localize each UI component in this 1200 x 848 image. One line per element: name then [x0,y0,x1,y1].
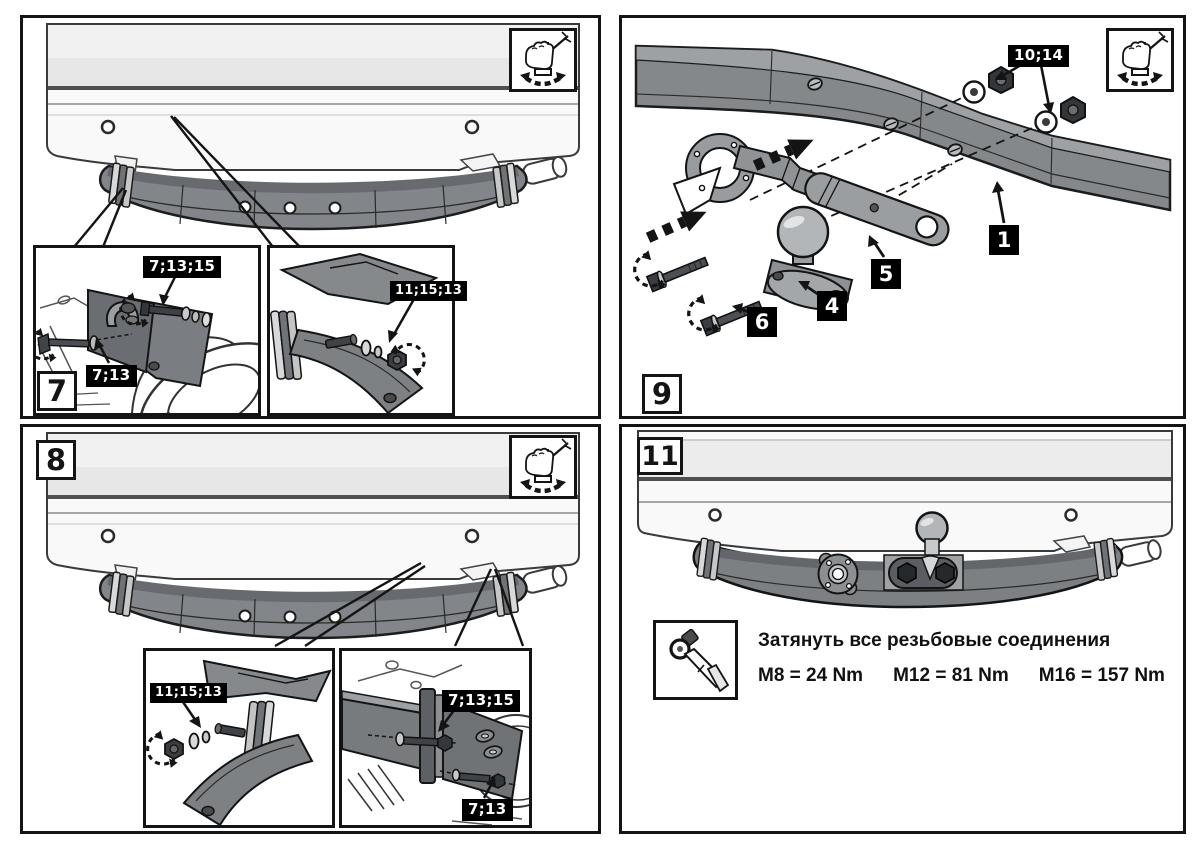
part-number-crossmember: 1 [989,225,1019,255]
panel-step-9 [619,15,1186,419]
fastener-label: 7;13 [86,365,137,387]
part-number-bolts: 6 [747,307,777,337]
fastener-label: 7;13 [462,799,513,821]
exploded-view-illustration [622,18,1183,416]
torque-m8: M8 = 24 Nm [758,665,864,686]
hand-tighten-icon [512,31,574,89]
torque-m16: M16 = 157 Nm [1038,665,1165,686]
fastener-label: 10;14 [1008,45,1069,67]
detail-inset-nut [143,648,335,828]
step-number: 11 [637,437,683,475]
torque-m12: M12 = 81 Nm [893,665,1009,686]
fastener-label: 7;13;15 [442,690,520,712]
hand-tighten-icon-box [509,28,577,92]
detail-inset-nut [267,245,455,416]
hand-tighten-icon-box [509,435,577,499]
step-number: 7 [37,371,77,411]
fastener-label: 11;15;13 [390,281,467,301]
towbar-leg-detail-illustration [146,651,332,825]
hand-tighten-icon [1109,31,1171,89]
torque-wrench-icon [656,623,735,697]
part-number-link-plate: 5 [871,259,901,289]
towbar-leg-detail-illustration [270,248,452,413]
step-number: 8 [36,440,76,480]
hand-tighten-icon [512,438,574,496]
part-number-ball-mount: 4 [817,291,847,321]
torque-wrench-icon-box [653,620,738,700]
tighten-note-title: Затянуть все резьбовые соединения [758,630,1111,651]
panel-step-7 [20,15,601,419]
torque-values [758,665,1165,687]
fastener-label: 7;13;15 [143,256,221,278]
hand-tighten-icon-box [1106,28,1174,92]
panel-step-8 [20,424,601,834]
fastener-label: 11;15;13 [150,683,227,703]
step-number: 9 [642,374,682,414]
panel-step-11 [619,424,1186,834]
